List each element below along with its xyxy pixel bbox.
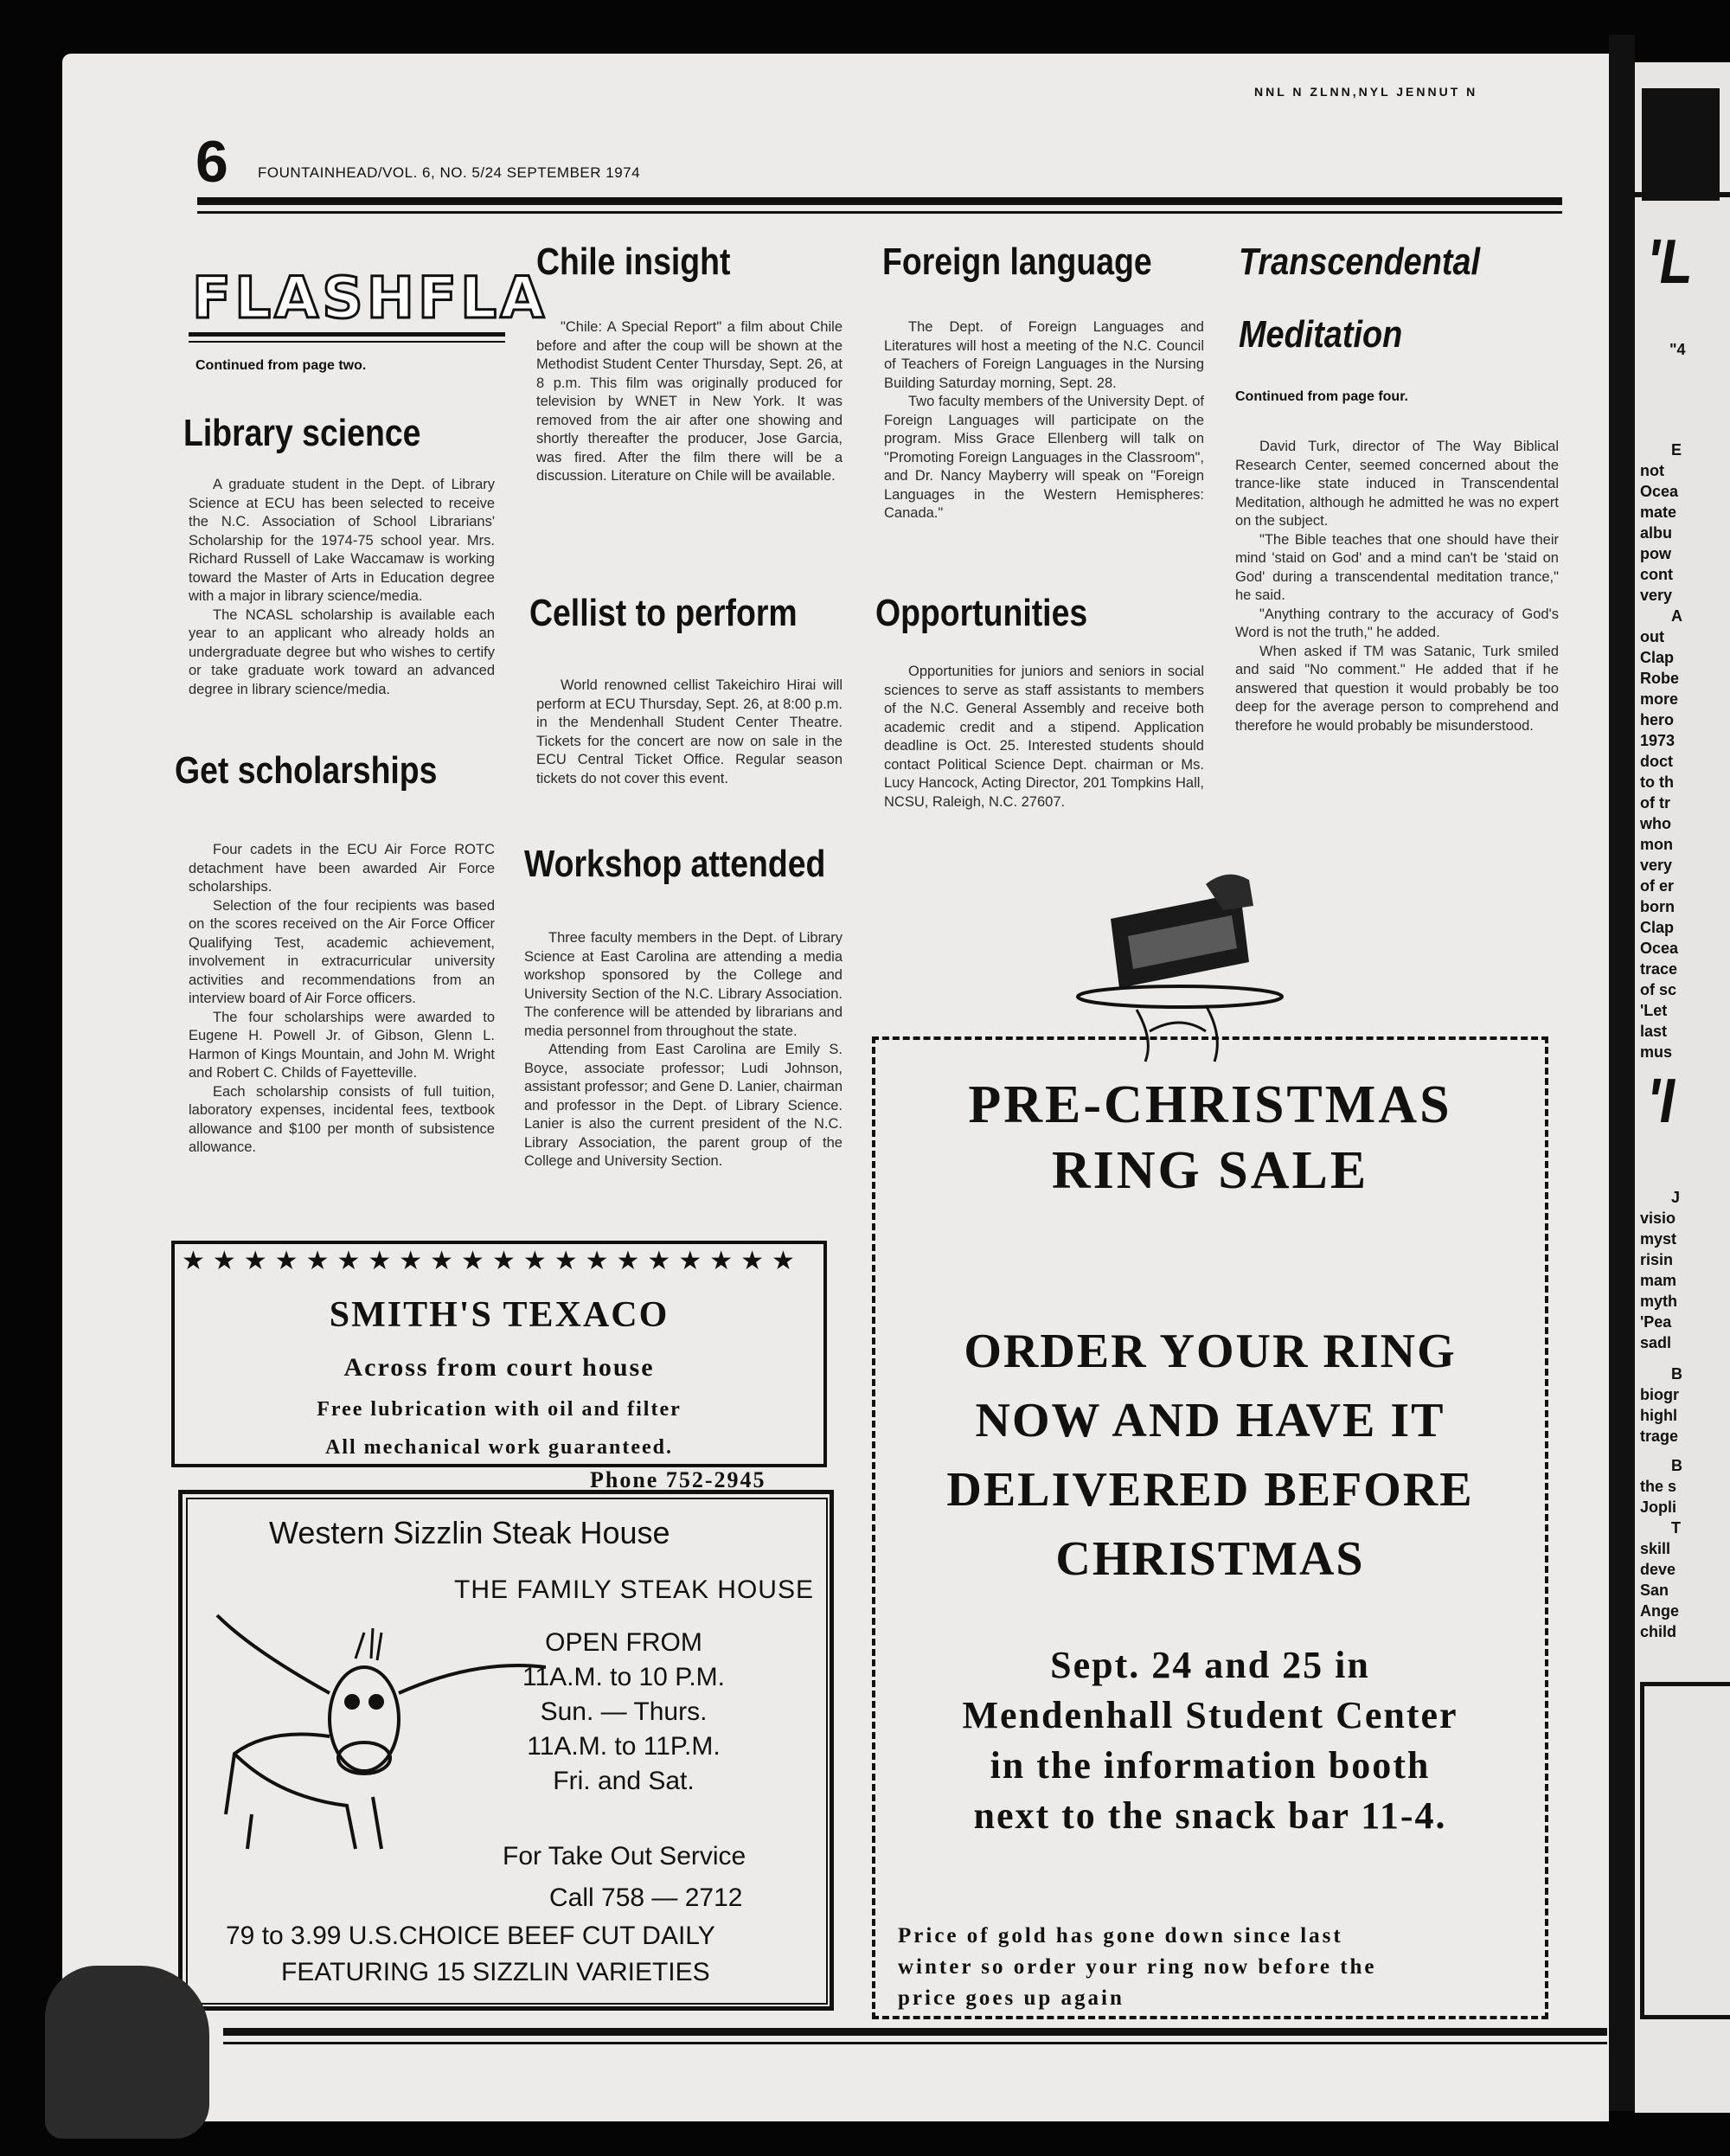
fragment: pow [1640,545,1671,562]
scholarships-body [189,841,495,1158]
scholarships-headline: Get scholarships [175,749,438,792]
texaco-phone: Phone 752-2945 [590,1467,766,1492]
folio-line: FOUNTAINHEAD/VOL. 6, NO. 5/24 SEPTEMBER 1974 [258,164,641,181]
hours-line: Sun. — Thurs. [540,1697,708,1726]
fragment: skill [1640,1540,1671,1557]
page-number: 6 [195,129,228,195]
flash-rule-thin [189,341,505,343]
hours-line: 11A.M. to 11P.M. [527,1732,721,1761]
fragment: risin [1640,1251,1674,1268]
fragment: to th [1640,773,1674,791]
fragment: Jopli [1640,1498,1677,1516]
opportunities-body [884,663,1204,812]
steer-eye-shape [344,1694,360,1710]
ring-sale-ad [872,1036,1548,2019]
location-line: in the information booth [990,1744,1431,1787]
paragraph: "Chile: A Special Report" a film about Chile before and after the coup will be shown at the Methodist Student Center Thursday, Sept. 26, at 8 p.m. This film was originally produced for television by WNET in New York. It was removed from the air after one showing and shortly thereafter the producer, Jose Garcia, was fired. After the film there will be a discussion. Literature on Chile will be available. [536,319,843,484]
sizzlin-name: Western Sizzlin Steak House [269,1515,670,1550]
fragment: mate [1640,504,1677,521]
hours-line: OPEN FROM [545,1628,702,1657]
paragraph: World renowned cellist Takeichiro Hirai will perform at ECU Thursday, Sept. 26, at 8:00 p.m. in the Mendenhall Student Center Theatre. Tickets for the concert are now on sale in the ECU Central Ticket Office. Regular season tickets do not cover this event. [536,677,843,786]
flash-continued: Continued from page two. [195,358,367,373]
fragment: biogr [1640,1386,1679,1403]
paragraph: Three faculty members in the Dept. of Library Science at East Carolina are attending a media workshop sponsored by the College and University Section of the N.C. Library Association. The conference will be attended by librarians and media personnel from throughout the state. [524,930,843,1039]
fragment: who [1640,815,1671,832]
paragraph: The NCASL scholarship is available each year to an applicant who already holds an undergraduate degree but who wishes to certify or take graduate work toward an advanced degree in library science/media. [189,606,495,697]
fragment: albu [1640,524,1673,542]
scanner-thumb-shadow [45,1966,209,2139]
library-science-headline: Library science [183,412,421,454]
texaco-line1: Across from court house [343,1353,655,1382]
paragraph: The four scholarships were awarded to Eugene H. Powell Jr. of Gibson, Glenn L. Harmon of Kings Mountain, and John M. Wright and Robert C. Childs of Fayetteville. [189,1009,495,1081]
order-line: ORDER YOUR RING [964,1325,1457,1378]
fragment: B [1671,1365,1682,1383]
sizzlin-ad [178,1490,834,2011]
fragment: San [1640,1582,1669,1599]
top-right-bleed: NNL N ZLNN,NYL JENNUT N [1254,85,1478,99]
fragment: doct [1640,753,1673,770]
workshop-body [524,929,843,1171]
longhorn-steer-illustration [200,1598,546,1858]
adjacent-page-fragment [1635,62,1730,2113]
sizzlin-tagline: THE FAMILY STEAK HOUSE [454,1575,814,1604]
newspaper-page [62,54,1609,2121]
sizzlin-feature-line: FEATURING 15 SIZZLIN VARIETIES [281,1958,710,1986]
fragment: mus [1640,1043,1673,1061]
paragraph: Four cadets in the ECU Air Force ROTC detachment have been awarded Air Force scholarships. [189,842,495,895]
cake-illustration [1076,867,1284,1064]
paragraph: "The Bible teaches that one should have their mind 'staid on God' and a mind can't be 'staid on God' during a transcendental meditation trance," he said. [1235,531,1559,603]
fragment: E [1671,441,1682,459]
fragment: highl [1640,1407,1677,1424]
texaco-star-border: ★★★★★★★★★★★★★★★★★★★★ [182,1247,803,1275]
cellist-body [536,677,843,788]
hours-line: Fri. and Sat. [553,1767,695,1795]
gold-line: price goes up again [898,1986,1124,2010]
fragment: the s [1640,1478,1677,1495]
ring-headline-1: PRE-CHRISTMAS [968,1075,1452,1134]
flash-rule [189,332,505,337]
fragment: trage [1640,1428,1679,1445]
steer-snout-shape [338,1742,390,1774]
steer-eye-shape [368,1694,384,1710]
order-line: DELIVERED BEFORE [946,1463,1474,1517]
fragment: trace [1640,960,1678,978]
fragment: 1973 [1640,732,1676,749]
adjacent-headline-block [1642,88,1720,201]
fragment: J [1671,1189,1681,1206]
fragment: of tr [1640,794,1670,812]
fragment: Clap [1640,919,1675,936]
adjacent-quote-i: 'I [1647,1067,1675,1136]
fragment: Ocea [1640,483,1679,500]
foreign-language-body [884,318,1204,523]
paragraph: Attending from East Carolina are Emily S. Boyce, associate professor; Ludi Johnson, assistant professor; and Gene D. Lanier, chairman and professor in the Dept. of Library Science. Lanier is also the current president of the N.C. Library Association, the parent group of the College and University Section. [524,1042,843,1169]
paragraph: When asked if TM was Satanic, Turk smiled and said "No comment." He added that if he answered that question it would probably be too deep for the average person to comprehend and therefore he would probably be misunderstood. [1235,643,1559,734]
binding-gutter [1609,35,1635,2111]
fragment: sadl [1640,1334,1672,1351]
fragment: myth [1640,1293,1678,1310]
paragraph: Selection of the four recipients was based on the scores received on the Air Force Officer Qualifying Test, academic achievement, involvement in extracurricular university activities and recommendations from an interview board of Air Force officers. [189,897,495,1006]
fragment: child [1640,1623,1677,1640]
plate-shape [1078,986,1282,1007]
flashfla-logo: FLASHFLA [192,265,548,331]
workshop-headline: Workshop attended [524,843,826,885]
fragment: mon [1640,836,1673,853]
paragraph: Opportunities for juniors and seniors in social sciences to serve as staff assistants to members of the N.C. General Assembly and receive both academic credit and a stipend. Application deadline is Oct. 25. Interested students should contact Political Science Dept. chairman or Ms. Lucy Hancock, Acting Director, 201 Tompkins Hall, NCSU, Raleigh, N.C. 27607. [884,664,1204,810]
fragment: last [1640,1023,1668,1040]
footer-rule-thin [223,2042,1607,2044]
fragment: very [1640,857,1673,874]
texaco-line3: All mechanical work guaranteed. [325,1436,673,1459]
tm-headline-line1: Transcendental [1239,241,1481,283]
left-horn-shape [217,1615,330,1693]
cellist-headline: Cellist to perform [529,592,798,634]
steer-body-shape [226,1735,381,1850]
fragment: Ange [1640,1602,1679,1620]
fragment: Ocea [1640,940,1679,957]
fragment: 'Pea [1640,1313,1672,1331]
ring-order-block [875,1317,1545,1594]
adjacent-quote-l: 'L [1647,228,1693,297]
header-rule [197,197,1562,205]
adjacent-rule [1635,192,1730,197]
gold-line: winter so order your ring now before the [898,1955,1377,1979]
location-line: Sept. 24 and 25 in [1050,1644,1370,1686]
fragment: deve [1640,1561,1676,1578]
hours-line: 11A.M. to 10 P.M. [522,1663,725,1691]
fragment: 'Let [1640,1002,1668,1019]
fragment: Clap [1640,649,1675,666]
location-line: Mendenhall Student Center [962,1694,1458,1736]
fragment: born [1640,898,1675,915]
right-horn-shape [399,1665,546,1693]
ring-headline-2: RING SALE [1051,1141,1369,1200]
texaco-ad [171,1241,827,1467]
adjacent-column-2 [1640,1187,1730,1642]
adjacent-text: "4 [1669,341,1686,358]
sizzlin-call: Call 758 — 2712 [549,1883,743,1912]
library-science-body [189,476,495,699]
paragraph: "Anything contrary to the accuracy of God's Word is not the truth," he added. [1235,606,1559,640]
order-line: CHRISTMAS [1055,1532,1365,1586]
fragment: not [1640,462,1664,479]
fragment: of er [1640,877,1675,895]
paragraph: David Turk, director of The Way Biblical Research Center, seemed concerned about the trance-like state induced in Transcendental Meditation, although he admitted he was no expert on the subject. [1235,439,1559,529]
paragraph: The Dept. of Foreign Languages and Literatures will host a meeting of the N.C. Council of Teachers of Foreign Languages in the Nursing Building Saturday morning, Sept. 28. [884,319,1204,391]
footer-rule [223,2028,1607,2036]
adjacent-column-1 [1640,440,1730,1062]
location-line: next to the snack bar 11-4. [973,1794,1447,1837]
fragment: of sc [1640,981,1677,998]
opportunities-headline: Opportunities [875,592,1088,634]
foreign-language-headline: Foreign language [882,241,1152,283]
fragment: Robe [1640,670,1679,687]
fragment: visio [1640,1210,1676,1227]
tm-continued: Continued from page four. [1235,389,1408,404]
sizzlin-price-line: 79 to 3.99 U.S.CHOICE BEEF CUT DAILY [226,1922,715,1950]
sizzlin-takeout: For Take Out Service [503,1842,746,1870]
fragment: hero [1640,711,1675,728]
steer-tuft-shape [356,1628,381,1660]
fragment: out [1640,628,1664,645]
paragraph: Two faculty members of the University Dept. of Foreign Languages will participate on the program. Miss Grace Ellenberg will talk on "Promoting Foreign Languages in the Classroom", and Dr. Nancy Mayberry will speak on "Foreign Languages in the Western Hemispheres: Canada." [884,394,1204,521]
header-rule-thin [197,211,1562,214]
chile-headline: Chile insight [536,241,731,283]
ring-location-block [875,1640,1545,1841]
fragment: myst [1640,1230,1677,1248]
chile-body [536,318,843,486]
fragment: B [1671,1457,1682,1474]
texaco-line2: Free lubrication with oil and filter [317,1398,682,1421]
tm-body [1235,438,1559,735]
fragment: T [1671,1519,1681,1537]
fragment: very [1640,587,1673,604]
tm-headline-line2: Meditation [1239,313,1403,356]
ring-gold-note [898,1921,1377,2014]
adjacent-ad-box [1640,1682,1730,2019]
fragment: A [1671,607,1682,625]
fragment: more [1640,690,1679,708]
texaco-name: SMITH'S TEXACO [329,1295,670,1335]
fragment: cont [1640,566,1673,583]
paragraph: A graduate student in the Dept. of Library Science at ECU has been selected to receive the N.C. Association of School Librarians' Scholarship for the 1974-75 school year. Mrs. Richard Russell of Lake Waccamaw is working toward the Master of Arts in Education degree with a major in library science/media. [189,477,495,604]
order-line: NOW AND HAVE IT [975,1394,1445,1447]
gold-line: Price of gold has gone down since last [898,1924,1343,1947]
fragment: mam [1640,1272,1677,1289]
paragraph: Each scholarship consists of full tuition, laboratory expenses, incidental fees, textbook allowance and $100 per month of subsistence allowance. [189,1083,495,1155]
